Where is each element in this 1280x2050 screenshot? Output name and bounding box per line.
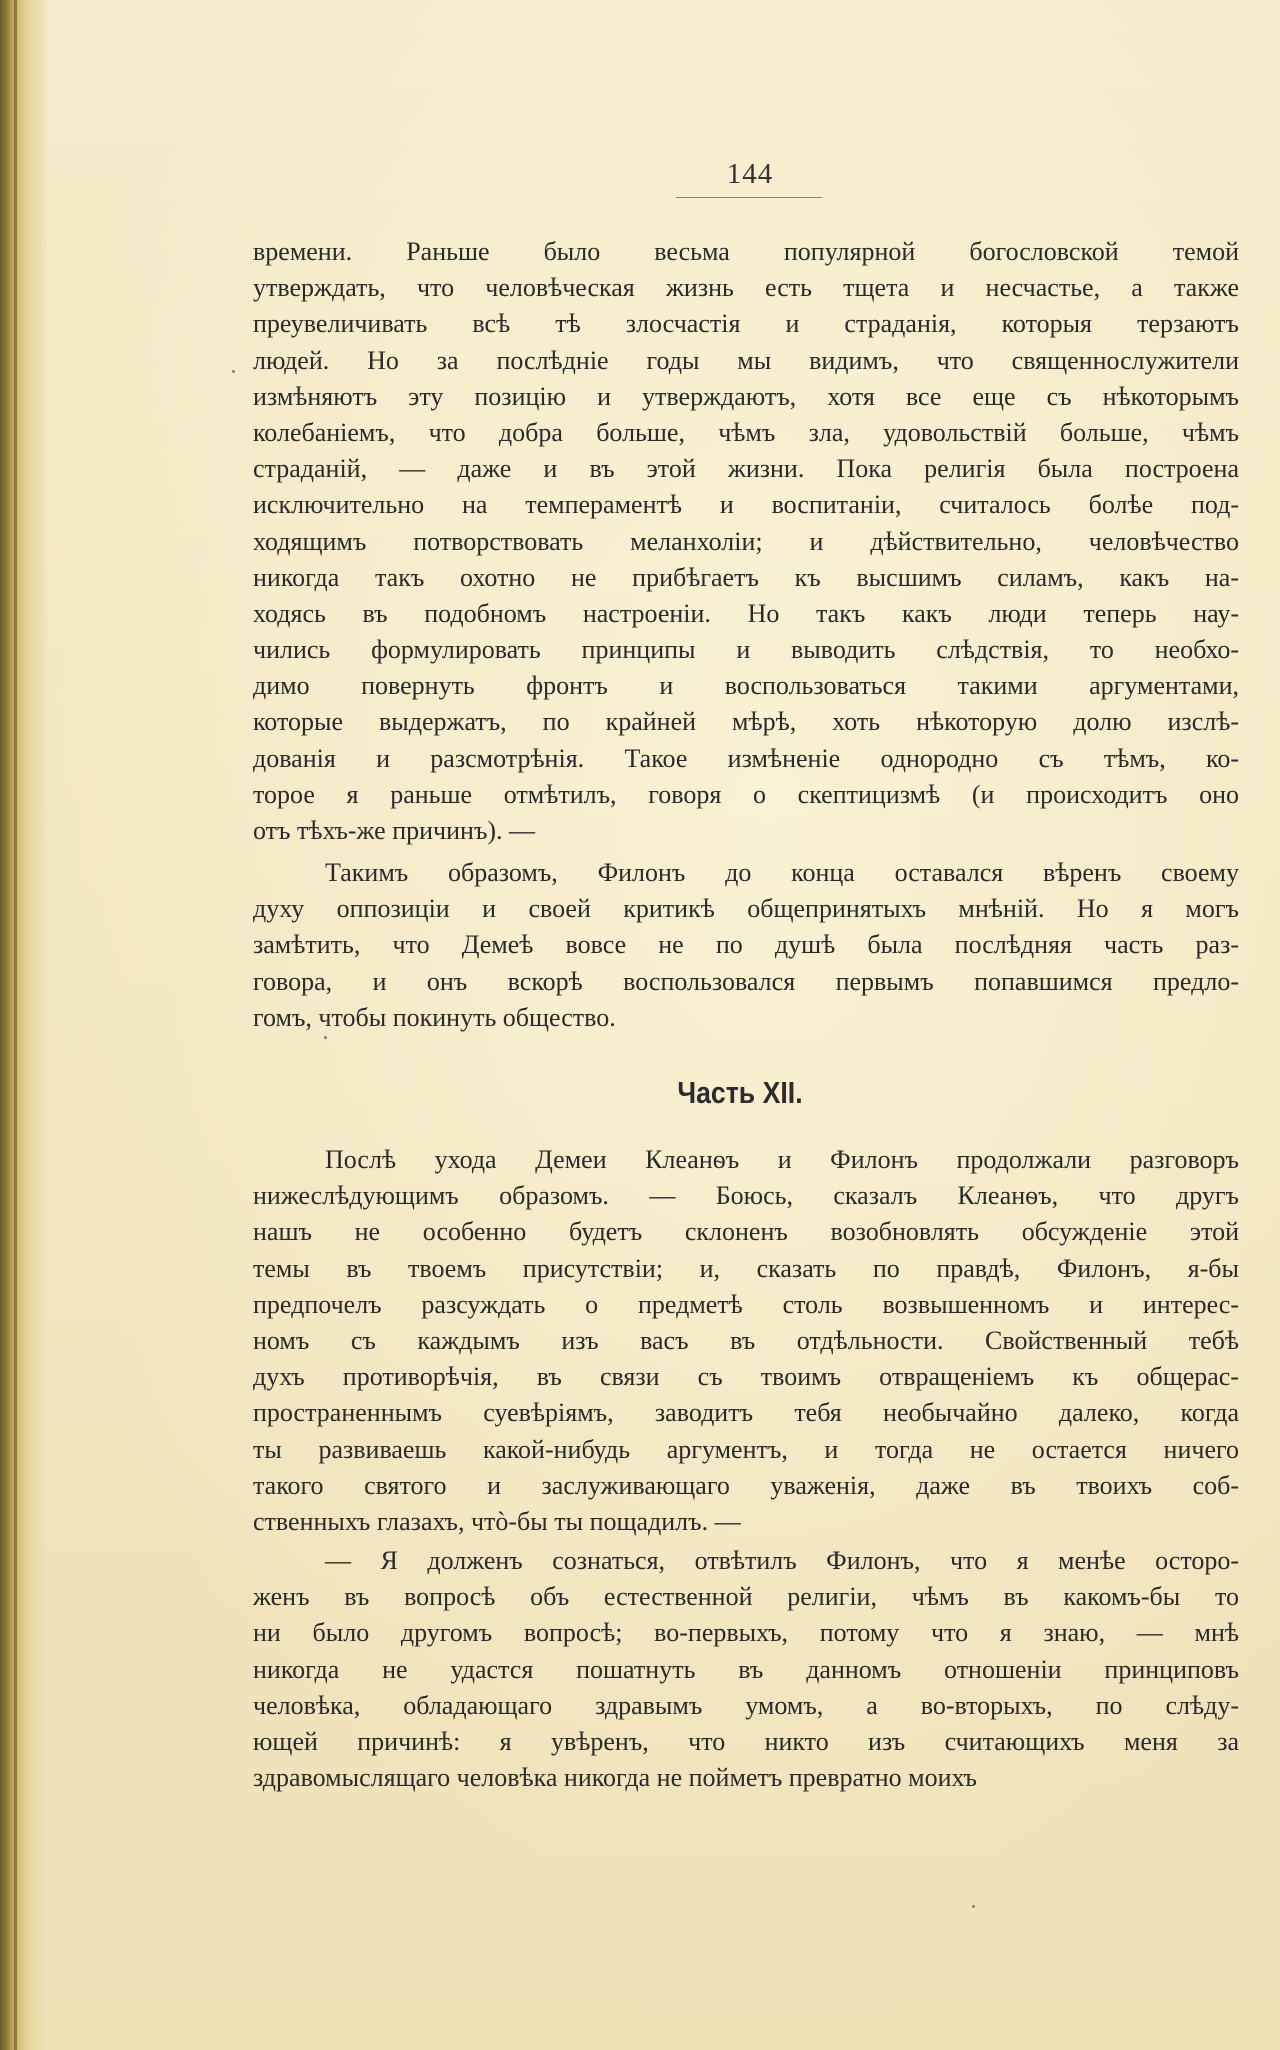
text-line: — Я долженъ сознаться, отвѣтилъ Филонъ, что я менѣе осторо- (325, 1546, 1239, 1575)
text-line: ходящимъ потворствовать меланхоліи; и дѣйствительно, человѣчество (253, 526, 1239, 556)
text-line: никогда не удастся пошатнуть въ данномъ отношеніи принциповъ (253, 1654, 1239, 1684)
text-line: дованія и разсмотрѣнія. Такое измѣненіе однородно съ тѣмъ, ко- (253, 743, 1239, 773)
text-line: нашъ не особенно будетъ склоненъ возобновлять обсужденіе этой (253, 1217, 1239, 1247)
paper-speck (324, 1036, 327, 1039)
text-line: Такимъ образомъ, Филонъ до конца оставался вѣренъ своему (325, 858, 1239, 887)
text-line: говора, и онъ вскорѣ воспользовался первымъ попавшимся предло- (253, 966, 1239, 996)
page-number: 144 (726, 158, 774, 190)
text-line: утверждать, что человѣческая жизнь есть тщета и несчастье, а также (253, 273, 1239, 303)
paper-speck (232, 370, 235, 373)
text-line: человѣка, обладающаго здравымъ умомъ, а во-вторыхъ, по слѣду- (253, 1690, 1239, 1720)
text-line: духъ противорѣчія, въ связи съ твоимъ отвращеніемъ къ общерас- (253, 1362, 1239, 1392)
text-line: димо повернуть фронтъ и воспользоваться такими аргументами, (253, 671, 1239, 701)
text-line: замѣтить, что Демеѣ вовсе не по душѣ была послѣдняя часть раз- (253, 930, 1239, 960)
text-line: ственныхъ глазахъ, чтò-бы ты пощадилъ. — (253, 1506, 741, 1536)
paragraph-4 (253, 1543, 1239, 1796)
text-line: гомъ, чтобы покинуть общество. (253, 1002, 616, 1032)
text-line: ходясь въ подобномъ настроеніи. Но такъ какъ люди теперь нау- (253, 598, 1239, 628)
text-line: торое я раньше отмѣтилъ, говоря о скептицизмѣ (и происходитъ оно (253, 779, 1239, 809)
paragraph-3 (253, 1142, 1239, 1540)
text-line: Послѣ ухода Демеи Клеанѳъ и Филонъ продолжали разговоръ (325, 1145, 1239, 1174)
text-line: людей. Но за послѣдніе годы мы видимъ, что священнослужители (253, 345, 1239, 375)
page-number-rule (676, 197, 822, 198)
text-line: ющей причинѣ: я увѣренъ, что никто изъ считающихъ меня за (253, 1726, 1239, 1756)
text-line: которые выдержатъ, по крайней мѣрѣ, хоть нѣкоторую долю изслѣ- (253, 707, 1239, 737)
text-line: ни было другомъ вопросѣ; во-первыхъ, потому что я знаю, — мнѣ (253, 1618, 1239, 1648)
text-line: исключительно на темпераментѣ и воспитаніи, считалось болѣе под- (253, 490, 1239, 520)
text-line: нижеслѣдующимъ образомъ. — Боюсь, сказалъ Клеанѳъ, что другъ (253, 1181, 1239, 1211)
text-line: предпочелъ разсуждать о предметѣ столь возвышенномъ и интерес- (253, 1289, 1239, 1319)
paragraph-2 (253, 855, 1239, 1036)
text-line: номъ съ каждымъ изъ васъ въ отдѣльности. Свойственный тебѣ (253, 1325, 1239, 1355)
text-line: отъ тѣхъ-же причинъ). — (253, 816, 536, 845)
book-binding-edge (0, 0, 48, 2050)
chapter-heading: Часть XII. (677, 1075, 803, 1110)
text-line: такого святого и заслуживающаго уваженія, даже въ твоихъ соб- (253, 1470, 1239, 1500)
text-line: времени. Раньше было весьма популярной богословской темой (253, 237, 1239, 266)
text-line: измѣняютъ эту позицію и утверждаютъ, хотя все еще съ нѣкоторымъ (253, 381, 1239, 411)
text-line: страданій, — даже и въ этой жизни. Пока религія была построена (253, 454, 1239, 484)
text-line: здравомыслящаго человѣка никогда не пойметъ превратно моихъ (253, 1763, 977, 1793)
text-line: ты развиваешь какой-нибудь аргументъ, и тогда не остается ничего (253, 1434, 1239, 1464)
paper-speck (972, 1905, 975, 1908)
text-line: пространеннымъ суевѣріямъ, заводитъ тебя необычайно далеко, когда (253, 1398, 1239, 1428)
text-line: темы въ твоемъ присутствіи; и, сказать по правдѣ, Филонъ, я-бы (253, 1253, 1239, 1283)
paragraph-1 (253, 234, 1239, 849)
binding-crease (14, 0, 17, 2050)
text-line: чились формулировать принципы и выводить слѣдствія, то необхо- (253, 635, 1239, 665)
text-line: колебаніемъ, что добра больше, чѣмъ зла, удовольствій больше, чѣмъ (253, 417, 1239, 447)
text-line: никогда такъ охотно не прибѣгаетъ къ высшимъ силамъ, какъ на- (253, 562, 1239, 592)
text-line: преувеличивать всѣ тѣ злосчастія и страданія, которыя терзаютъ (253, 309, 1239, 339)
text-line: духу оппозиціи и своей критикѣ общепринятыхъ мнѣній. Но я могъ (253, 894, 1239, 924)
text-line: женъ въ вопросѣ объ естественной религіи, чѣмъ въ какомъ-бы то (253, 1582, 1239, 1612)
